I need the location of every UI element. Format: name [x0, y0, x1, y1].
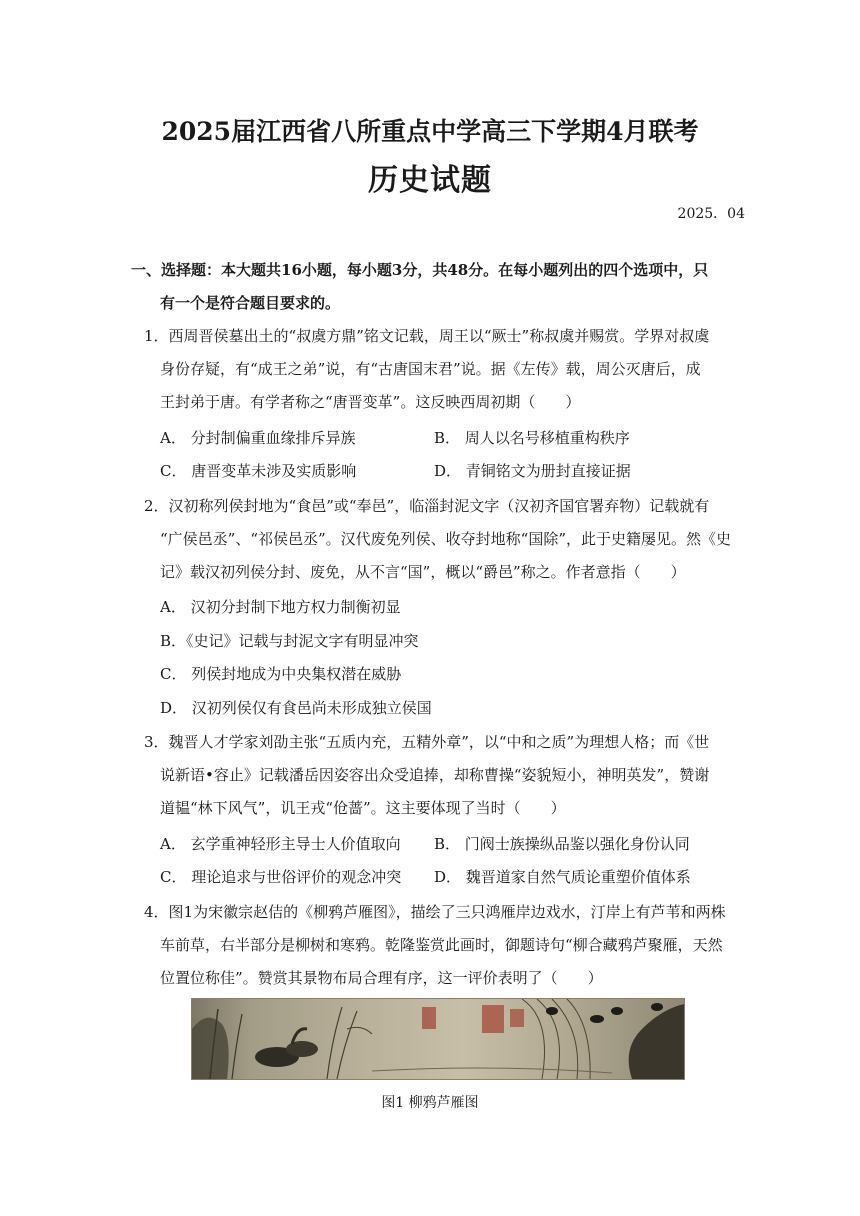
exam-date: 2025．04 [677, 206, 745, 222]
question-text-line: “广侯邑丞”、“祁侯邑丞”。汉代废免列侯、收夺封地称“国除”，此于史籍屡见。然《史 [160, 530, 732, 548]
painting-image [192, 999, 684, 1079]
exam-title: 2025届江西省八所重点中学高三下学期4月联考 [161, 117, 699, 146]
question-text-line: 说新语•容止》记载潘岳因姿容出众受追捧，却称曹操“姿貌短小，神明英发”，赞谢 [160, 766, 710, 784]
option-d[interactable]: D． 汉初列侯仅有食邑尚未形成独立侯国 [160, 699, 432, 717]
question-text-line: 记》载汉初列侯分封、废免，从不言“国”，概以“爵邑”称之。作者意指（ ） [160, 563, 686, 581]
question-text-line: 位置位称佳”。赞赏其景物布局合理有序，这一评价表明了（ ） [160, 969, 603, 987]
option-d[interactable]: D． 魏晋道家自然气质论重塑价值体系 [434, 868, 691, 886]
figure-caption: 图1 柳鸦芦雁图 [381, 1095, 479, 1111]
option-a[interactable]: A． 玄学重神轻形主导士人价值取向 [160, 835, 401, 853]
section-heading-line1: 一、选择题：本大题共16小题，每小题3分，共48分。在每小题列出的四个选项中，只 [131, 261, 709, 279]
question-text-line: 身份存疑，有“成王之弟”说，有“古唐国末君”说。据《左传》载，周公灭唐后，成 [160, 360, 701, 378]
option-b[interactable]: B． 门阀士族操纵品鉴以强化身份认同 [434, 835, 690, 853]
option-c[interactable]: C． 列侯封地成为中央集权潜在威胁 [160, 665, 402, 683]
option-b[interactable]: B．《史记》记载与封泥文字有明显冲突 [160, 632, 419, 650]
section-heading-line2: 有一个是符合题目要求的。 [160, 294, 341, 312]
option-b[interactable]: B． 周人以名号移植重构秩序 [434, 429, 630, 447]
option-a[interactable]: A． 汉初分封制下地方权力制衡初显 [160, 598, 401, 616]
question-text-line: 1．西周晋侯墓出土的“叔虞方鼎”铭文记载，周王以“厥士”称叔虞并赐赏。学界对叔虞 [144, 327, 710, 345]
option-c[interactable]: C． 理论追求与世俗评价的观念冲突 [160, 868, 402, 886]
option-d[interactable]: D． 青铜铭文为册封直接证据 [434, 462, 631, 480]
subject-title: 历史试题 [368, 163, 492, 198]
question-text-line: 3．魏晋人才学家刘劭主张“五质内充，五精外章”，以“中和之质”为理想人格；而《世 [144, 733, 710, 751]
painting-figure [191, 998, 685, 1080]
question-text-line: 4．图1为宋徽宗赵佶的《柳鸦芦雁图》，描绘了三只鸿雁岸边戏水，汀岸上有芦苇和两株 [144, 903, 726, 921]
option-a[interactable]: A． 分封制偏重血缘排斥异族 [160, 429, 356, 447]
question-text-line: 车前草，右半部分是柳树和寒鸦。乾隆鉴赏此画时，御题诗句“柳合藏鸦芦聚雁，天然 [160, 936, 723, 954]
question-text-line: 王封弟于唐。有学者称之“唐晋变革”。这反映西周初期（ ） [160, 393, 581, 411]
question-text-line: 道韫“林下风气”，讥王戎“伧蔷”。这主要体现了当时（ ） [160, 799, 566, 817]
option-c[interactable]: C． 唐晋变革未涉及实质影响 [160, 462, 357, 480]
question-text-line: 2．汉初称列侯封地为“食邑”或“奉邑”，临淄封泥文字（汉初齐国官署弃物）记载就有 [144, 497, 710, 515]
